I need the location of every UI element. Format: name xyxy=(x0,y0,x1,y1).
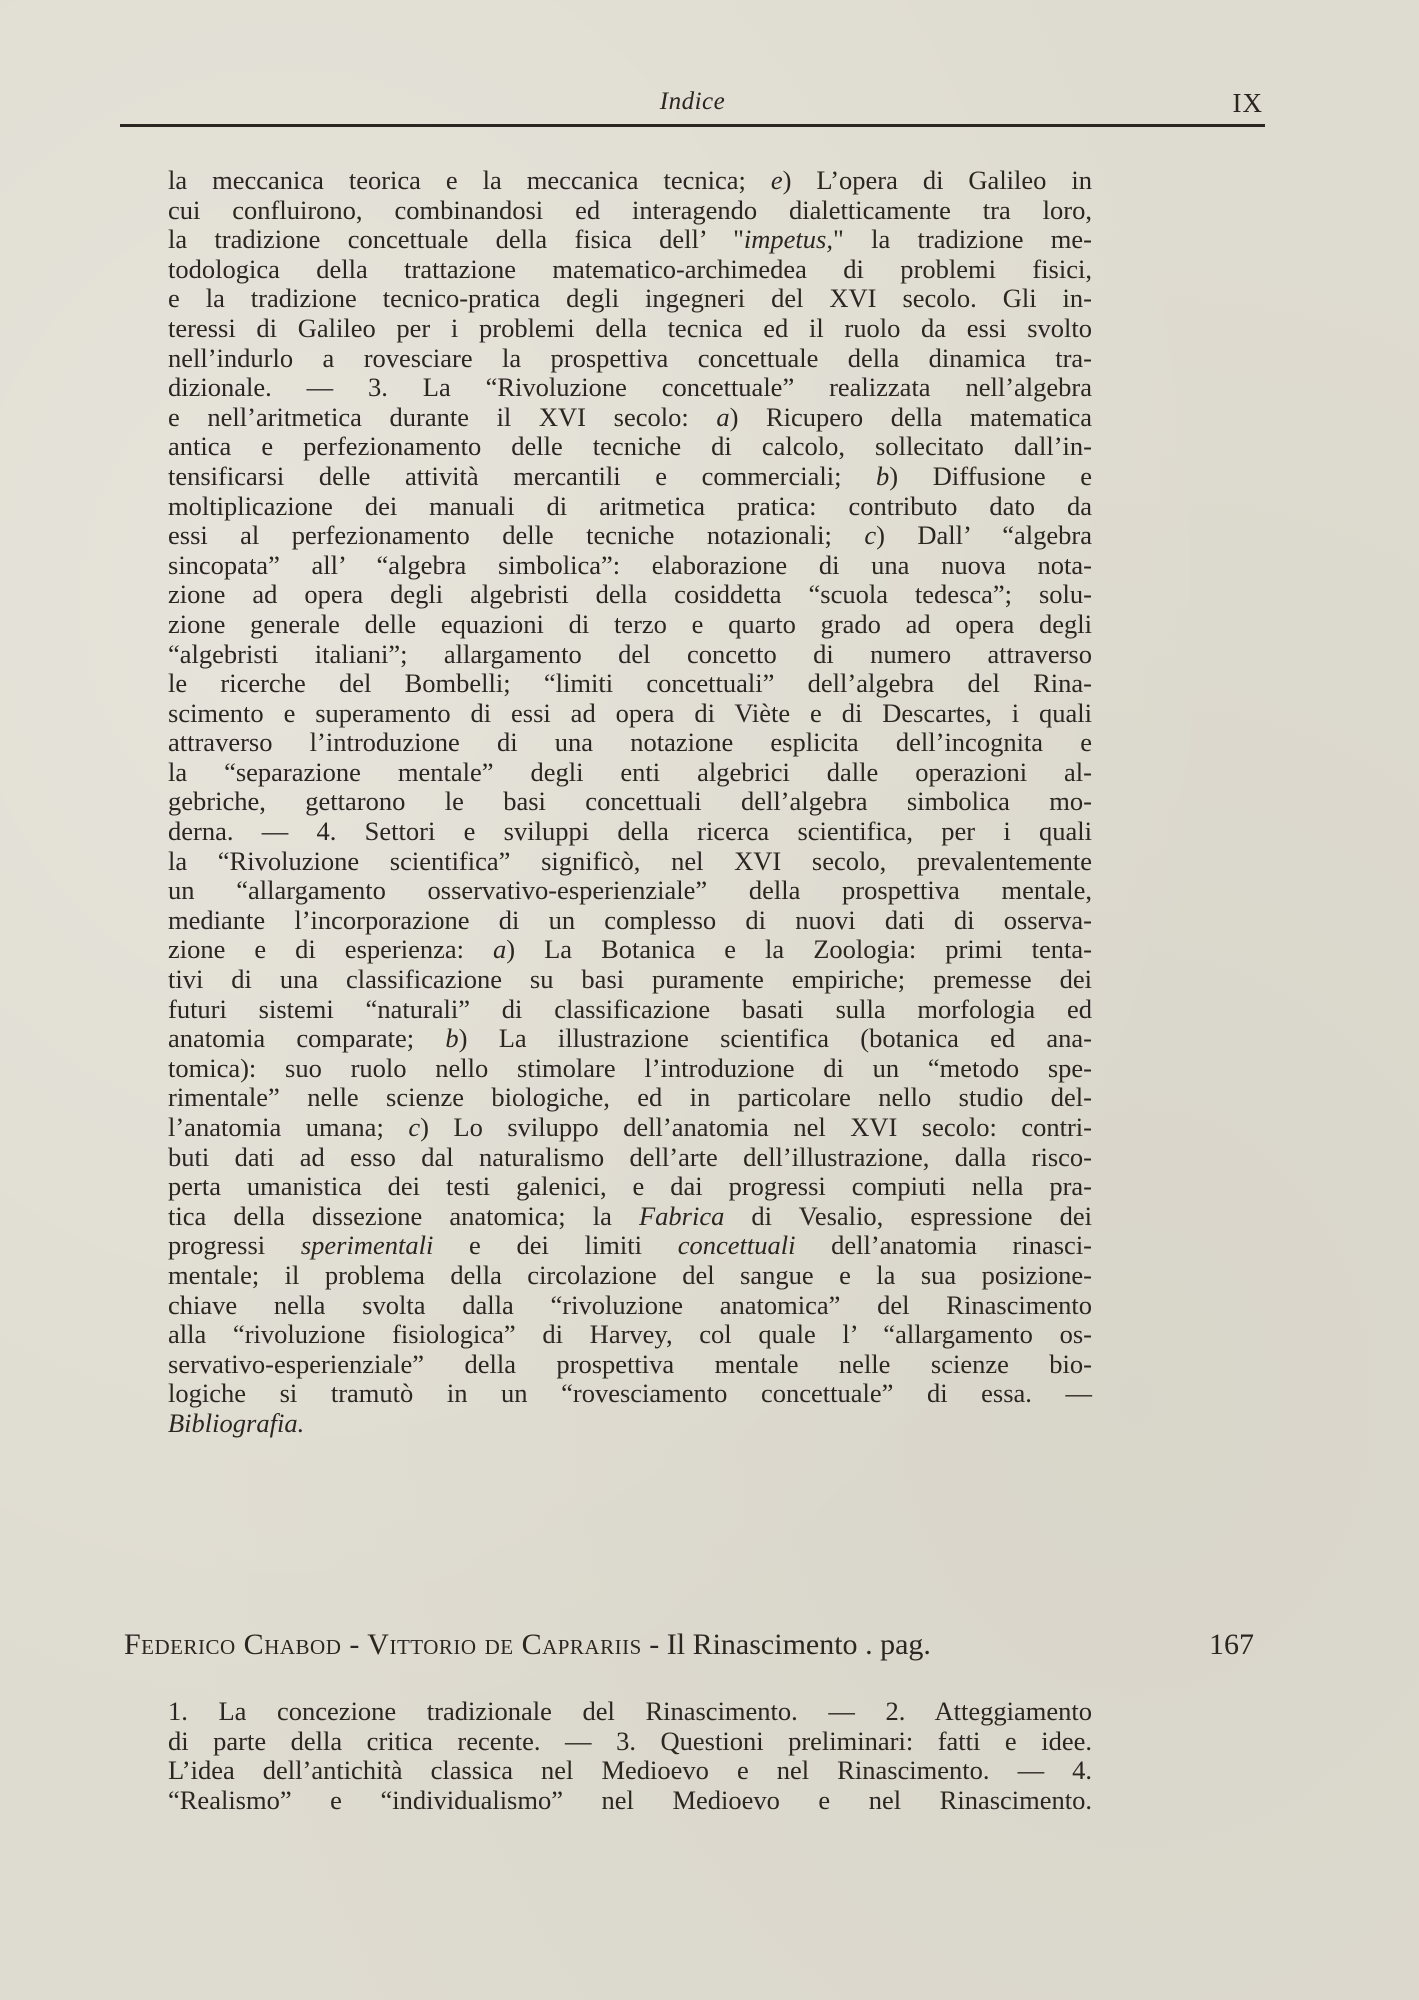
text-run: zione generale delle equazioni di terzo e quarto grado ad opera degli xyxy=(168,608,1092,639)
text-run: la tradizione concettuale della fisica dell’ " xyxy=(168,224,744,255)
italic-run: e xyxy=(770,165,783,195)
text-run: attraverso l’introduzione di una notazione esplicita dell’incognita e xyxy=(168,727,1092,758)
running-header xyxy=(120,88,1265,128)
text-line xyxy=(168,817,1092,847)
text-line xyxy=(168,610,1092,640)
text-run: logiche si tramutò in un “rovesciamento concettuale” di essa. — xyxy=(168,1378,1092,1409)
text-line xyxy=(168,314,1092,344)
text-run: e nell’aritmetica durante il XVI secolo: xyxy=(168,401,717,432)
text-run: ) Ricupero della matematica xyxy=(729,401,1092,432)
text-run: “algebristi italiani”; allargamento del concetto di numero attraverso xyxy=(168,638,1092,669)
text-line xyxy=(168,1261,1092,1291)
text-line xyxy=(168,965,1092,995)
text-line xyxy=(168,1172,1092,1202)
italic-run: c xyxy=(408,1112,421,1142)
text-line xyxy=(168,847,1092,877)
text-line xyxy=(168,1024,1092,1054)
text-run: ) Lo sviluppo dell’anatomia nel XVI secolo: contri- xyxy=(420,1112,1092,1142)
text-line xyxy=(168,166,1092,196)
text-run: derna. — 4. Settori e sviluppi della ricerca scientifica, per i quali xyxy=(168,816,1092,847)
text-line xyxy=(168,225,1092,255)
text-run: moltiplicazione dei manuali di aritmetica pratica: contributo dato da xyxy=(168,490,1092,521)
text-line xyxy=(168,284,1092,314)
text-line xyxy=(168,196,1092,226)
text-line xyxy=(168,462,1092,492)
header-rule xyxy=(120,124,1265,127)
text-line xyxy=(168,1083,1092,1113)
text-line xyxy=(168,344,1092,374)
text-run: nell’indurlo a rovesciare la prospettiva concettuale della dinamica tra- xyxy=(168,342,1092,373)
text-line xyxy=(168,995,1092,1025)
text-line xyxy=(168,1143,1092,1173)
text-line xyxy=(168,373,1092,403)
text-line xyxy=(168,1231,1092,1261)
text-run: e dei limiti xyxy=(433,1230,678,1261)
text-line xyxy=(168,758,1092,788)
text-run: gebriche, gettarono le basi concettuali dell’algebra simbolica mo- xyxy=(168,786,1092,817)
text-line xyxy=(168,1409,1092,1439)
text-line xyxy=(168,640,1092,670)
text-run: todologica della trattazione matematico-archimedea di problemi fisici, xyxy=(168,253,1092,284)
text-line xyxy=(168,1320,1092,1350)
text-run: antica e perfezionamento delle tecniche di calcolo, sollecitato dall’in- xyxy=(168,431,1092,462)
text-run: tensificarsi delle attività mercantili e commerciali; xyxy=(168,460,877,491)
text-line xyxy=(168,876,1092,906)
text-run: perta umanistica dei testi galenici, e dai progressi compiuti nella pra- xyxy=(168,1171,1092,1202)
text-run: ) La illustrazione scientifica (botanica ed ana- xyxy=(458,1023,1092,1054)
text-line xyxy=(168,255,1092,285)
page-number: IX xyxy=(1232,88,1263,118)
text-run: teressi di Galileo per i problemi della tecnica ed il ruolo da essi svolto xyxy=(168,312,1092,343)
text-line xyxy=(168,787,1092,817)
italic-run: a xyxy=(716,401,730,432)
text-run: mediante l’incorporazione di un complesso di nuovi dati di osserva- xyxy=(168,904,1092,935)
toc-entry xyxy=(124,1628,1254,1662)
text-run: mentale; il problema della circolazione del sangue e la sua posizione- xyxy=(168,1259,1092,1290)
text-line xyxy=(168,1350,1092,1380)
text-line xyxy=(168,1291,1092,1321)
italic-run: sperimentali xyxy=(300,1230,434,1261)
text-run: anatomia comparate; xyxy=(168,1023,446,1054)
text-run: tica della dissezione anatomica; la xyxy=(168,1200,639,1231)
text-line xyxy=(168,492,1092,522)
text-run: zione ad opera degli algebristi della cosiddetta “scuola tedesca”; solu- xyxy=(168,579,1092,610)
text-line xyxy=(168,403,1092,433)
text-run: la meccanica teorica e la meccanica tecnica; xyxy=(168,165,771,195)
text-line xyxy=(168,432,1092,462)
text-run: ) Diffusione e xyxy=(889,460,1092,491)
text-run: cui confluirono, combinandosi ed interagendo dialetticamente tra loro, xyxy=(168,194,1092,225)
text-line xyxy=(168,728,1092,758)
text-run: tomica): suo ruolo nello stimolare l’introduzione di un “metodo spe- xyxy=(168,1052,1092,1083)
text-run: ) Dall’ “algebra xyxy=(876,520,1092,551)
text-run: zione e di esperienza: xyxy=(168,934,494,965)
toc-entry-authors: Federico Chabod - Vittorio de Caprariis xyxy=(124,1628,642,1661)
italic-run: b xyxy=(445,1023,459,1054)
text-run: dizionale. — 3. La “Rivoluzione concettuale” realizzata nell’algebra xyxy=(168,372,1092,403)
italic-run: a xyxy=(493,934,507,965)
italic-run: Fabrica xyxy=(638,1200,725,1231)
text-line xyxy=(168,1379,1092,1409)
text-run: e la tradizione tecnico-pratica degli ingegneri del XVI secolo. Gli in- xyxy=(168,283,1092,314)
text-run: alla “rivoluzione fisiologica” di Harvey, col quale l’ “allargamento os- xyxy=(168,1319,1092,1350)
continuation-text xyxy=(168,166,1092,1439)
text-run: di Vesalio, espressione dei xyxy=(724,1200,1092,1231)
text-run: " la tradizione me- xyxy=(832,224,1092,255)
text-run: rimentale” nelle scienze biologiche, ed in particolare nello studio del- xyxy=(168,1082,1092,1113)
text-run: la “Rivoluzione scientifica” significò, nel XVI secolo, prevalentemente xyxy=(168,845,1092,876)
italic-run: Bibliografia. xyxy=(168,1407,305,1438)
toc-entry-title: Il Rinascimento xyxy=(666,1628,858,1661)
text-line xyxy=(168,906,1092,936)
italic-run: b xyxy=(876,460,890,491)
text-line xyxy=(168,580,1092,610)
italic-run: concettuali xyxy=(677,1230,796,1261)
toc-entry-separator: - xyxy=(641,1628,667,1661)
text-line xyxy=(168,699,1092,729)
toc-entry-leader: . pag. xyxy=(857,1628,931,1661)
toc-entry-page: 167 xyxy=(1209,1628,1254,1661)
text-line xyxy=(168,1202,1092,1232)
text-line xyxy=(168,521,1092,551)
toc-entry-description xyxy=(168,1697,1092,1815)
description-line: di parte della critica recente. — 3. Questioni preliminari: fatti e idee. xyxy=(168,1725,1092,1756)
running-header-title: Indice xyxy=(659,88,726,115)
text-run: ) La Botanica e la Zoologia: primi tenta- xyxy=(506,934,1093,965)
text-run: ) L’opera di Galileo in xyxy=(782,165,1092,195)
text-line xyxy=(168,551,1092,581)
text-line xyxy=(168,1113,1092,1143)
description-line: “Realismo” e “individualismo” nel Medioevo e nel Rinascimento. xyxy=(168,1784,1092,1815)
text-run: dell’anatomia rinasci- xyxy=(795,1230,1093,1261)
text-run: buti dati ad esso dal naturalismo dell’arte dell’illustrazione, dalla risco- xyxy=(168,1141,1092,1172)
text-line xyxy=(168,1054,1092,1084)
text-run: la “separazione mentale” degli enti algebrici dalle operazioni al- xyxy=(168,756,1092,787)
text-run: un “allargamento osservativo-esperienziale” della prospettiva mentale, xyxy=(168,875,1092,906)
text-run: futuri sistemi “naturali” di classificazione basati sulla morfologia ed xyxy=(168,993,1092,1024)
description-line: 1. La concezione tradizionale del Rinascimento. — 2. Atteggiamento xyxy=(168,1696,1092,1726)
text-run: le ricerche del Bombelli; “limiti concettuali” dell’algebra del Rina- xyxy=(168,668,1092,699)
text-run: scimento e superamento di essi ad opera di Viète e di Descartes, i quali xyxy=(168,697,1092,728)
italic-run: impetus, xyxy=(743,224,833,255)
text-run: progressi xyxy=(168,1230,301,1261)
text-run: chiave nella svolta dalla “rivoluzione anatomica” del Rinascimento xyxy=(168,1289,1092,1320)
text-line xyxy=(168,669,1092,699)
italic-run: c xyxy=(864,520,877,551)
text-run: servativo-esperienziale” della prospettiva mentale nelle scienze bio- xyxy=(168,1348,1092,1379)
description-line: L’idea dell’antichità classica nel Medioevo e nel Rinascimento. — 4. xyxy=(168,1755,1092,1786)
text-run: sincopata” all’ “algebra simbolica”: elaborazione di una nuova nota- xyxy=(168,549,1092,580)
text-run: tivi di una classificazione su basi puramente empiriche; premesse dei xyxy=(168,964,1092,995)
text-run: l’anatomia umana; xyxy=(168,1112,409,1142)
text-run: essi al perfezionamento delle tecniche notazionali; xyxy=(168,520,865,551)
text-line xyxy=(168,935,1092,965)
